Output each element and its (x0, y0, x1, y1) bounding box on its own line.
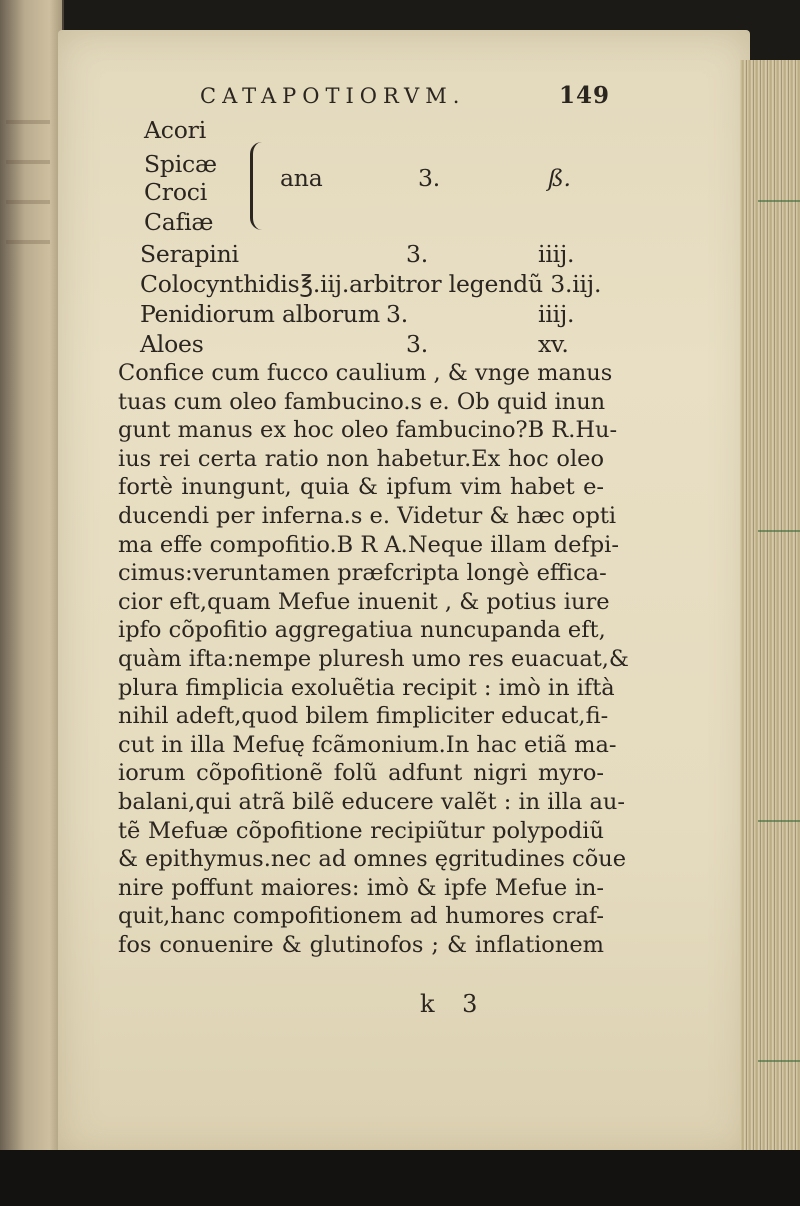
text-line: gunt manus ex hoc oleo fambucino?B R.Hu- (118, 417, 618, 444)
text-line: ius rei certa ratio non habetur.Ex hoc oleo (118, 445, 604, 472)
running-header (200, 84, 610, 114)
text-line: ipfo cõpofitio aggregatiua nuncupanda eft, (118, 617, 606, 644)
book-shadow (0, 1150, 800, 1206)
text-line: fortè inungunt, quia & ipfum vim habet e- (118, 474, 604, 501)
text-line: quàm ifta:nempe pluresh umo res euacuat,& (118, 646, 629, 672)
text-line: fos conuenire & glutinofos ; & inflationem (118, 932, 604, 958)
text-line: quit,hanc compofitionem ad humores craf- (118, 903, 604, 930)
text-line: cimus:veruntamen præfcripta longè effica- (118, 560, 607, 587)
text-line: nihil adeft,quod bilem fimpliciter educat,fi- (118, 703, 609, 730)
text-line: nire poffunt maiores: imò & ipfe Mefue in- (118, 874, 604, 901)
signature-mark: k 3 (420, 990, 488, 1018)
text-line: iorum cõpofitionẽ folũ adfunt nigri myro- (118, 760, 604, 787)
text-line: ducendi per inferna.s e. Videtur & hæc opti (118, 503, 617, 529)
page-number: 149 (558, 82, 610, 109)
text-line: & epithymus.nec ad omnes ęgritudines cõue (118, 846, 627, 873)
text-line: tẽ Mefuæ cõpofitione recipiũtur polypodiũ (118, 817, 604, 844)
text-line: plura fimplicia exoluẽtia recipit : imò in iftà (118, 674, 615, 701)
recipe-brace (250, 142, 273, 230)
text-line: balani,qui atrã bilẽ educere valẽt : in illa au- (118, 789, 625, 815)
page-stack-edge (740, 60, 800, 1160)
text-line: tuas cum oleo fambucino.s e. Ob quid inun (118, 388, 606, 415)
text-line: ma effe compofitio.B R A.Neque illam defpi- (118, 531, 619, 558)
text-line: Confice cum fucco caulium , & vnge manus (118, 360, 613, 386)
text-line: cior eft,quam Mefue inuenit , & potius iure (118, 588, 610, 615)
text-line: cut in illa Mefuę fcãmonium.In hac etiã ma- (118, 731, 617, 758)
running-title: CATAPOTIORVM. (200, 84, 466, 108)
facing-page-edge (0, 0, 64, 1150)
